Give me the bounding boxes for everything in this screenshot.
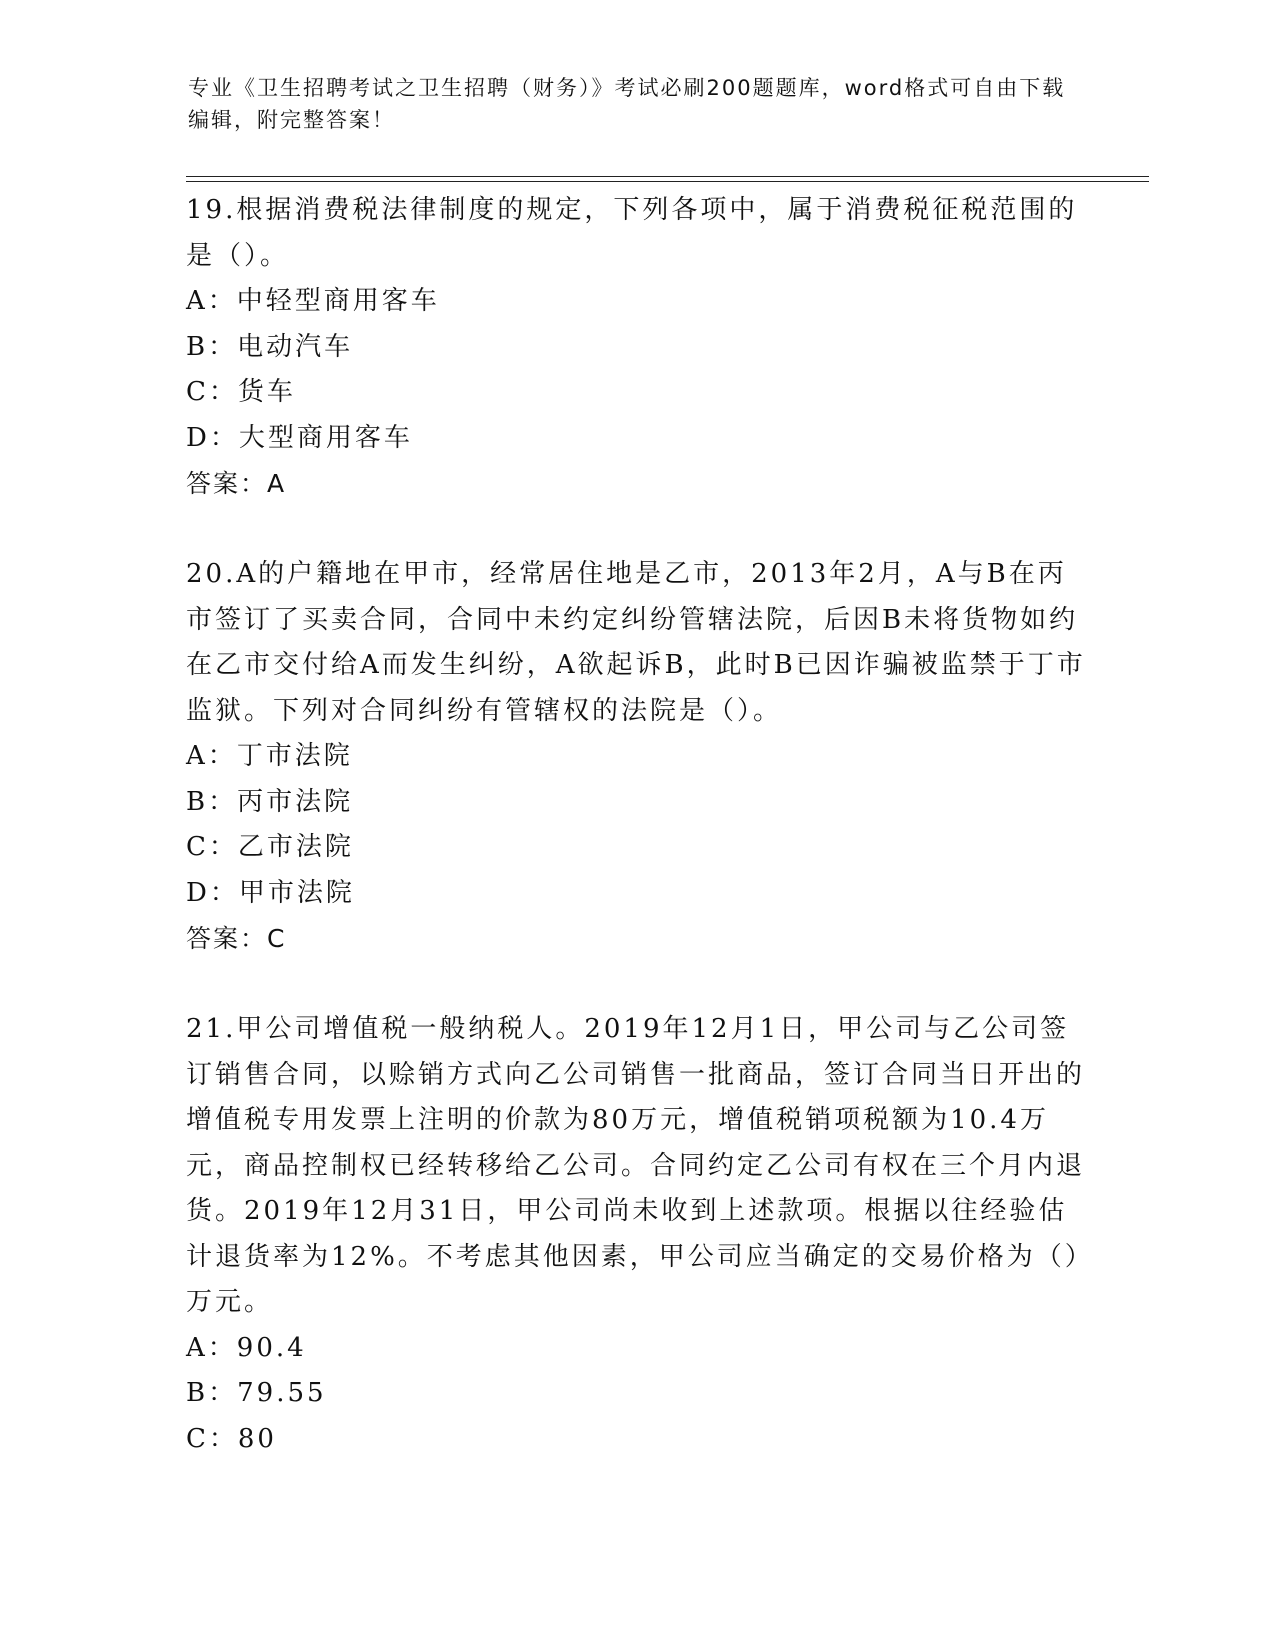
question-text: 19.根据消费税法律制度的规定，下列各项中，属于消费税征税范围的是（）。	[186, 195, 1078, 271]
option-a: A：丁市法院	[186, 741, 353, 771]
option-c: C：80	[186, 1423, 277, 1454]
option-c: C：乙市法院	[186, 832, 354, 862]
answer-label: 答案：A	[186, 469, 287, 498]
question-text: 20.A的户籍地在甲市，经常居住地是乙市，2013年2月，A与B在丙市签订了买卖合同，合同中未约定纠纷管辖法院，后因B未将货物如约在乙市交付给A而发生纠纷，A欲起诉B，此时B已因诈骗被监禁于丁市监狱。下列对合同纠纷有管辖权的法院是（）。	[186, 559, 1086, 726]
option-a: A：90.4	[186, 1332, 307, 1363]
option-b: B：电动汽车	[186, 331, 354, 362]
option-d: D：大型商用客车	[186, 422, 413, 453]
option-b: B：丙市法院	[186, 786, 354, 817]
question-list	[186, 188, 1086, 1462]
question-text: 21.甲公司增值税一般纳税人。2019年12月1日，甲公司与乙公司签订销售合同，以赊销方式向乙公司销售一批商品，签订合同当日开出的增值税专用发票上注明的价款为80万元，增值税销项税额为10.4万元，商品控制权已经转移给乙公司。合同约定乙公司有权在三个月内退货。2019年12月31日，甲公司尚未收到上述款项。根据以往经验估计退货率为12%。不考虑其他因素，甲公司应当确定的交易价格为（）万元。	[186, 1014, 1086, 1317]
option-d: D：甲市法院	[186, 877, 355, 908]
header-divider-top	[186, 176, 1149, 177]
question-spacer	[186, 962, 1086, 1008]
option-b: B：79.55	[186, 1378, 327, 1408]
question-19	[186, 188, 1086, 507]
question-spacer	[186, 507, 1086, 553]
question-20	[186, 552, 1086, 962]
document-header: 专业《卫生招聘考试之卫生招聘（财务）》考试必刷200题题库，word格式可自由下载编辑，附完整答案！	[188, 76, 1066, 132]
option-c: C：货车	[186, 377, 296, 407]
option-a: A：中轻型商用客车	[186, 286, 440, 316]
answer-label: 答案：C	[186, 924, 287, 953]
question-21	[186, 1007, 1086, 1462]
header-divider-bottom	[186, 181, 1149, 182]
